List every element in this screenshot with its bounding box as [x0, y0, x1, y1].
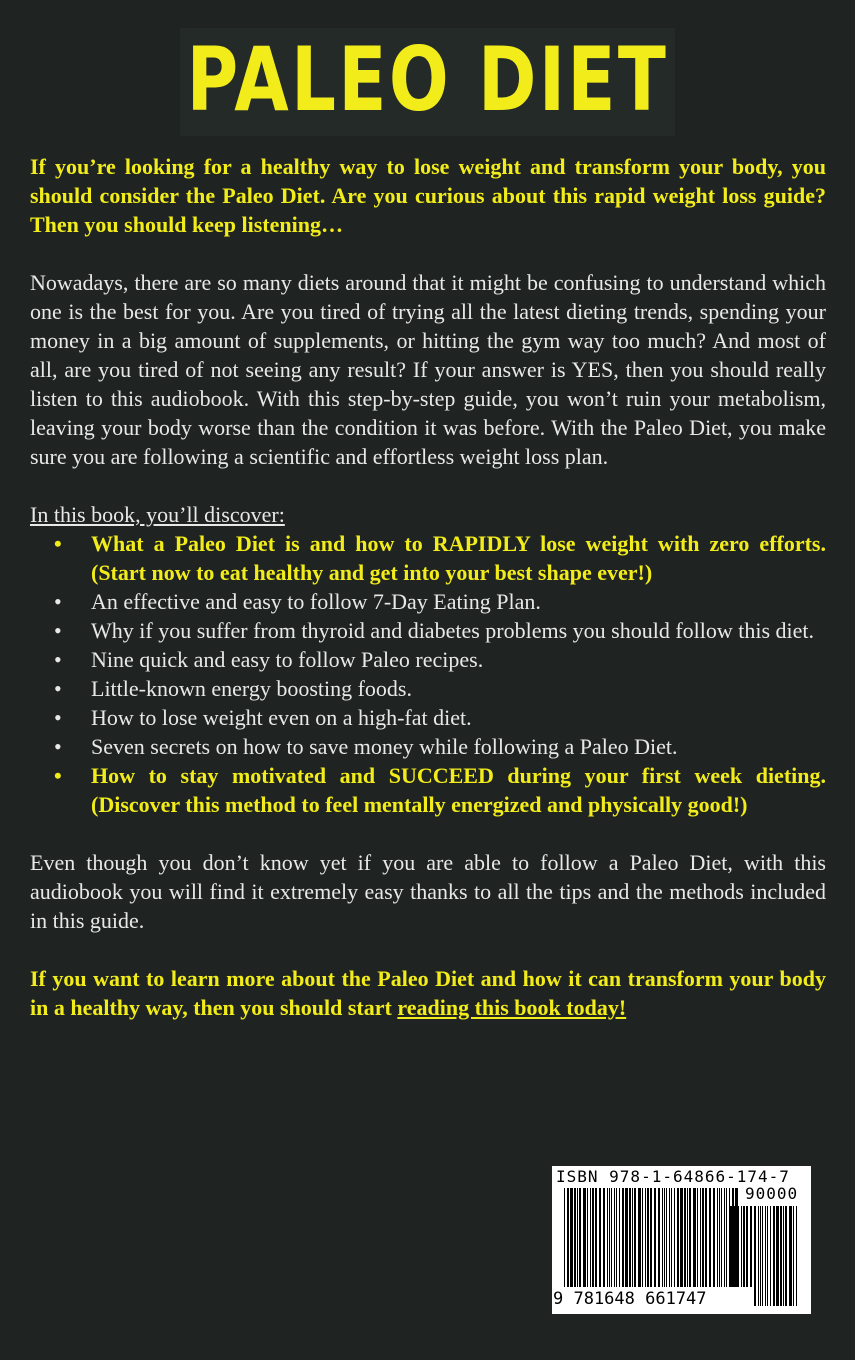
barcode-stripe: [726, 1188, 727, 1294]
barcode-stripe: [693, 1188, 696, 1294]
list-item: • An effective and easy to follow 7-Day Eating Plan.: [54, 589, 541, 614]
barcode-stripe: [754, 1206, 756, 1306]
barcode-stripe: [570, 1188, 573, 1294]
isbn-barcode: [552, 1166, 811, 1314]
barcode-stripe: [732, 1188, 734, 1294]
description-paragraph: Nowadays, there are so many diets around that it might be confusing to understand which one is the best for you. Are you tired of trying all the latest dieting trends, spending your money in a big amount of supplements, or hitting the gym way too much? And most of all, are you tired of not seeing any result? If your answer is YES, then you should really listen to this audiobook. With this step-by-step guide, you won’t ruin your metabolism, leaving your body worse than the condition it was before. With the Paleo Diet, you make sure you are following a scientific and effortless weight loss plan.: [30, 270, 826, 469]
barcode-stripe: [590, 1188, 591, 1294]
barcode-stripe: [564, 1188, 565, 1294]
barcode-stripe: [577, 1188, 578, 1294]
barcode-number: 9 781648 661747: [553, 1287, 753, 1311]
barcode-stripe: [654, 1188, 656, 1294]
barcode-stripe: [689, 1188, 691, 1294]
list-item: • Little-known energy boosting foods.: [54, 676, 412, 701]
list-item: • How to lose weight even on a high-fat diet.: [54, 705, 472, 730]
barcode-stripe: [697, 1188, 698, 1294]
back-cover-text: [30, 152, 826, 1022]
barcode-stripe: [583, 1188, 586, 1294]
barcode-stripe: [599, 1188, 601, 1294]
barcode-stripe: [783, 1206, 784, 1306]
book-title: PALEO DIET: [186, 28, 669, 131]
intro-paragraph: If you’re looking for a healthy way to lose weight and transform your body, you should consider the Paleo Diet. Are you curious about this rapid weight loss guide? Then you should keep listening…: [30, 154, 826, 237]
barcode-stripe: [669, 1188, 670, 1294]
list-item: • Why if you suffer from thyroid and diabetes problems you should follow this diet.: [54, 618, 815, 643]
barcode-stripe: [729, 1188, 730, 1294]
barcode-stripe: [634, 1188, 636, 1294]
barcode-stripe: [717, 1188, 718, 1294]
barcode-stripe: [680, 1188, 683, 1294]
barcode-stripe: [719, 1188, 720, 1294]
barcode-stripe: [607, 1188, 608, 1294]
price-code: 90000: [745, 1184, 799, 1203]
barcode-stripe: [666, 1188, 667, 1294]
barcode-stripe: [767, 1206, 768, 1306]
call-to-action: If you want to learn more about the Paleo Diet and how it can transform your body in a healthy way, then you should start reading this book today!: [30, 966, 826, 1020]
barcode-stripe: [611, 1188, 612, 1294]
barcode-stripe: [592, 1188, 594, 1294]
barcode-stripe: [664, 1188, 665, 1294]
discover-list: [30, 529, 826, 819]
barcode-stripe: [687, 1188, 688, 1294]
list-item: • Seven secrets on how to save money while following a Paleo Diet.: [54, 734, 678, 759]
barcode-stripe: [574, 1188, 576, 1294]
barcode-stripe: [629, 1188, 631, 1294]
barcode-stripe: [662, 1188, 663, 1294]
barcode-stripe: [587, 1188, 588, 1294]
barcode-stripe: [709, 1188, 711, 1294]
barcode-stripe: [671, 1188, 672, 1294]
bullet-icon: •: [54, 676, 62, 701]
barcode-stripe: [647, 1188, 649, 1294]
barcode-stripe: [765, 1206, 766, 1306]
closing-description: Even though you don’t know yet if you are able to follow a Paleo Diet, with this audiobook you will find it extremely easy thanks to all the tips and the methods included in this guide.: [30, 850, 826, 933]
barcode-stripe: [650, 1188, 652, 1294]
cta-link-text: reading this book today!: [397, 995, 627, 1020]
barcode-stripe: [758, 1206, 759, 1306]
barcode-stripe: [619, 1188, 620, 1294]
barcode-stripe: [724, 1188, 725, 1294]
barcode-stripe: [638, 1188, 641, 1294]
list-item: • Nine quick and easy to follow Paleo recipes.: [54, 647, 484, 672]
barcode-stripe: [713, 1188, 715, 1294]
bullet-icon: •: [54, 531, 62, 556]
barcode-stripe: [567, 1188, 569, 1294]
barcode-stripe: [674, 1188, 675, 1294]
barcode-stripe: [785, 1206, 787, 1306]
barcode-stripe: [658, 1188, 660, 1294]
barcode-stripe: [702, 1188, 704, 1294]
list-item: • How to stay motivated and SUCCEED during your first week dieting. (Discover this method to feel mentally energized and physically good!): [54, 763, 826, 817]
barcode-stripe: [796, 1206, 797, 1306]
barcode-stripe: [632, 1188, 633, 1294]
barcode-stripe: [721, 1188, 722, 1294]
barcode-stripe: [705, 1188, 707, 1294]
barcode-stripe: [760, 1206, 761, 1306]
barcode-stripe: [614, 1188, 615, 1294]
barcode-stripe: [603, 1188, 605, 1294]
bullet-icon: •: [54, 589, 62, 614]
barcode-stripe: [762, 1206, 763, 1306]
barcode-stripe: [645, 1188, 646, 1294]
barcode-stripe: [642, 1188, 643, 1294]
barcode-stripe: [677, 1188, 679, 1294]
isbn-label: ISBN 978-1-64866-174-7: [556, 1167, 790, 1186]
bullet-icon: •: [54, 763, 62, 788]
list-item: • What a Paleo Diet is and how to RAPIDLY lose weight with zero efforts. (Start now to eat healthy and get into your best shape ever!): [54, 531, 826, 585]
barcode-stripe: [700, 1188, 701, 1294]
barcode-stripe: [780, 1206, 782, 1306]
bullet-icon: •: [54, 647, 62, 672]
barcode-stripe: [776, 1206, 779, 1306]
bullet-icon: •: [54, 705, 62, 730]
barcode-stripe: [789, 1206, 792, 1306]
barcode-stripe: [579, 1188, 581, 1294]
barcode-stripe: [609, 1188, 610, 1294]
barcode-stripe: [595, 1188, 597, 1294]
discover-heading: In this book, you’ll discover:: [30, 502, 285, 527]
barcode-stripe: [622, 1188, 624, 1294]
barcode-stripe: [793, 1206, 794, 1306]
barcode-stripe: [770, 1206, 771, 1306]
barcode-stripe: [625, 1188, 628, 1294]
barcode-stripe: [773, 1206, 775, 1306]
barcode-stripe: [616, 1188, 617, 1294]
bullet-icon: •: [54, 618, 62, 643]
bullet-icon: •: [54, 734, 62, 759]
barcode-stripe: [684, 1188, 686, 1294]
